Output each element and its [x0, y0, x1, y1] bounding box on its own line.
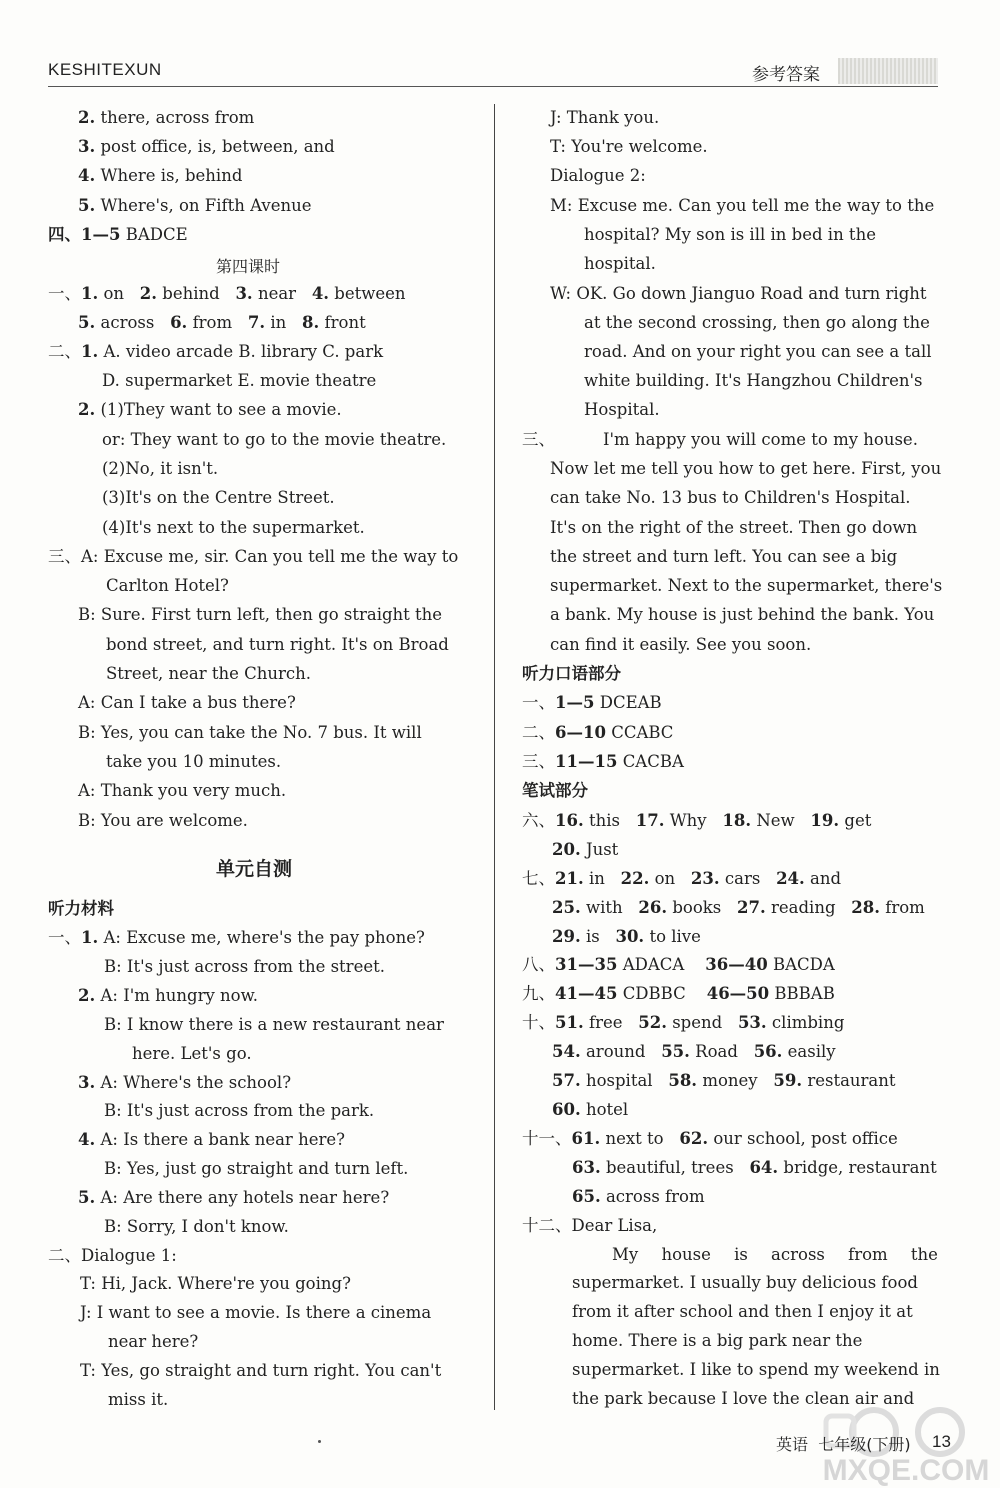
footer-subject: 英语 七年级(下册) [776, 1435, 911, 1454]
answer-line: 65. across from [572, 1187, 705, 1206]
dialogue-line: hospital. [584, 254, 656, 273]
answer-line: 七、21. in 22. on 23. cars 24. and [522, 869, 842, 888]
essay-line: supermarket. I like to spend my weekend in [572, 1360, 940, 1379]
dialogue-line: B: I know there is a new restaurant near [104, 1015, 444, 1034]
dialogue-line: road. And on your right you can see a tall [584, 342, 932, 361]
dialogue-line: B: Yes, you can take the No. 7 bus. It will [78, 723, 422, 742]
passage-line: can take No. 13 bus to Children's Hospital. [550, 488, 911, 507]
dialogue-line: bond street, and turn right. It's on Broad [106, 635, 449, 654]
dialogue-line: at the second crossing, then go along the [584, 313, 930, 332]
column-divider [494, 104, 495, 1410]
unit-test-title: 单元自测 [216, 858, 293, 880]
passage-line: It's on the right of the street. Then go down [550, 518, 918, 537]
dialogue-line: miss it. [108, 1390, 169, 1409]
dialogue-line: M: Excuse me. Can you tell me the way to the [550, 196, 935, 215]
passage-line: the street and turn left. You can see a big [550, 547, 898, 566]
dialogue-line: 一、1. A: Excuse me, where's the pay phone? [48, 928, 425, 947]
dialogue-line: Dialogue 2: [550, 166, 646, 185]
answer-line: 八、31—35 ADACA 36—40 BACDA [522, 955, 835, 974]
essay-line: My house is across from the [612, 1245, 938, 1264]
answer-line: (3)It's on the Centre Street. [102, 488, 335, 507]
answer-line: or: They want to go to the movie theatre. [102, 430, 447, 449]
section-heading: 笔试部分 [522, 781, 588, 800]
answer-line: 十、51. free 52. spend 53. climbing [522, 1013, 845, 1032]
answer-line: 十一、61. next to 62. our school, post office [522, 1129, 898, 1148]
passage-line: a bank. My house is just behind the bank. You [550, 605, 935, 624]
answer-line: 二、6—10 CCABC [522, 723, 674, 742]
passage-line: 三、 I'm happy you will come to my house. [522, 430, 918, 449]
answer-line: 54. around 55. Road 56. easily [552, 1042, 836, 1061]
answer-line: 57. hospital 58. money 59. restaurant [552, 1071, 896, 1090]
passage-line: can find it easily. See you soon. [550, 635, 812, 654]
essay-line: from it after school and then I enjoy it at [572, 1302, 913, 1321]
dialogue-line: A: Can I take a bus there? [78, 693, 296, 712]
answer-line: 一、1. on 2. behind 3. near 4. between [48, 284, 406, 303]
dialogue-line: near here? [108, 1332, 199, 1351]
dialogue-line: take you 10 minutes. [106, 752, 282, 771]
dialogue-line: T: You're welcome. [550, 137, 708, 156]
answer-line: 20. Just [552, 840, 619, 859]
page-number: 13 [932, 1432, 951, 1451]
answer-line: (2)No, it isn't. [102, 459, 219, 478]
answer-line: D. supermarket E. movie theatre [102, 371, 377, 390]
dialogue-line: B: You are welcome. [78, 811, 248, 830]
dialogue-line: A: Thank you very much. [78, 781, 287, 800]
dialogue-line: B: It's just across from the street. [104, 957, 385, 976]
section-heading: 听力口语部分 [522, 664, 621, 683]
dialogue-line: 三、A: Excuse me, sir. Can you tell me the way to [48, 547, 459, 566]
answer-line: 60. hotel [552, 1100, 629, 1119]
essay-line: home. There is a big park near the [572, 1331, 863, 1350]
answer-line: 5. Where's, on Fifth Avenue [78, 196, 312, 215]
dialogue-line: 二、Dialogue 1: [48, 1246, 177, 1265]
dialogue-line: W: OK. Go down Jianguo Road and turn right [550, 284, 927, 303]
dialogue-line: B: Sorry, I don't know. [104, 1217, 289, 1236]
answer-line: 九、41—45 CDBBC 46—50 BBBAB [522, 984, 835, 1003]
dialogue-line: T: Hi, Jack. Where're you going? [80, 1274, 351, 1293]
passage-line: supermarket. Next to the supermarket, there's [550, 576, 943, 595]
answer-line: 二、1. A. video arcade B. library C. park [48, 342, 384, 361]
dialogue-line: 3. A: Where's the school? [78, 1073, 292, 1092]
dialogue-line: 4. A: Is there a bank near here? [78, 1130, 345, 1149]
page-header [0, 0, 1000, 100]
answer-line: 4. Where is, behind [78, 166, 243, 185]
essay-line: 十二、Dear Lisa, [522, 1216, 658, 1235]
dialogue-line: B: Yes, just go straight and turn left. [104, 1159, 409, 1178]
dialogue-line: T: Yes, go straight and turn right. You can't [80, 1361, 442, 1380]
header-shade-decoration [838, 58, 938, 84]
dialogue-line: B: It's just across from the park. [104, 1101, 375, 1120]
dialogue-line: J: I want to see a movie. Is there a cinema [80, 1303, 432, 1322]
dialogue-line: Carlton Hotel? [106, 576, 229, 595]
answer-line: 5. across 6. from 7. in 8. front [78, 313, 366, 332]
answer-line: 三、11—15 CACBA [522, 752, 684, 771]
dialogue-line: white building. It's Hangzhou Children's [584, 371, 923, 390]
answer-line: 3. post office, is, between, and [78, 137, 335, 156]
watermark-text: MXQE.COM [822, 1454, 990, 1487]
essay-line: supermarket. I usually buy delicious food [572, 1273, 918, 1292]
answer-line: 2. (1)They want to see a movie. [78, 400, 342, 419]
dialogue-line: J: Thank you. [550, 108, 660, 127]
answer-line: 六、16. this 17. Why 18. New 19. get [522, 811, 872, 830]
dialogue-line: 5. A: Are there any hotels near here? [78, 1188, 390, 1207]
stray-dot [318, 1440, 321, 1443]
answer-line: 四、1—5 BADCE [48, 225, 188, 244]
dialogue-line: 2. A: I'm hungry now. [78, 986, 259, 1005]
answer-line: 25. with 26. books 27. reading 28. from [552, 898, 925, 917]
essay-line: the park because I love the clean air and [572, 1389, 915, 1408]
header-title: 参考答案 [752, 65, 820, 85]
dialogue-line: Hospital. [584, 400, 660, 419]
answer-line: (4)It's next to the supermarket. [102, 518, 365, 537]
answer-line: 2. there, across from [78, 108, 255, 127]
brand-name: KESHITEXUN [48, 60, 162, 79]
passage-line: Now let me tell you how to get here. First, you [550, 459, 942, 478]
answer-line: 63. beautiful, trees 64. bridge, restaurant [572, 1158, 937, 1177]
lesson-title: 第四课时 [216, 257, 281, 276]
header-rule [48, 86, 938, 87]
section-heading: 听力材料 [48, 899, 114, 918]
dialogue-line: B: Sure. First turn left, then go straight the [78, 605, 443, 624]
dialogue-line: here. Let's go. [132, 1044, 252, 1063]
dialogue-line: hospital? My son is ill in bed in the [584, 225, 876, 244]
answer-line: 29. is 30. to live [552, 927, 701, 946]
answer-line: 一、1—5 DCEAB [522, 693, 662, 712]
dialogue-line: Street, near the Church. [106, 664, 311, 683]
